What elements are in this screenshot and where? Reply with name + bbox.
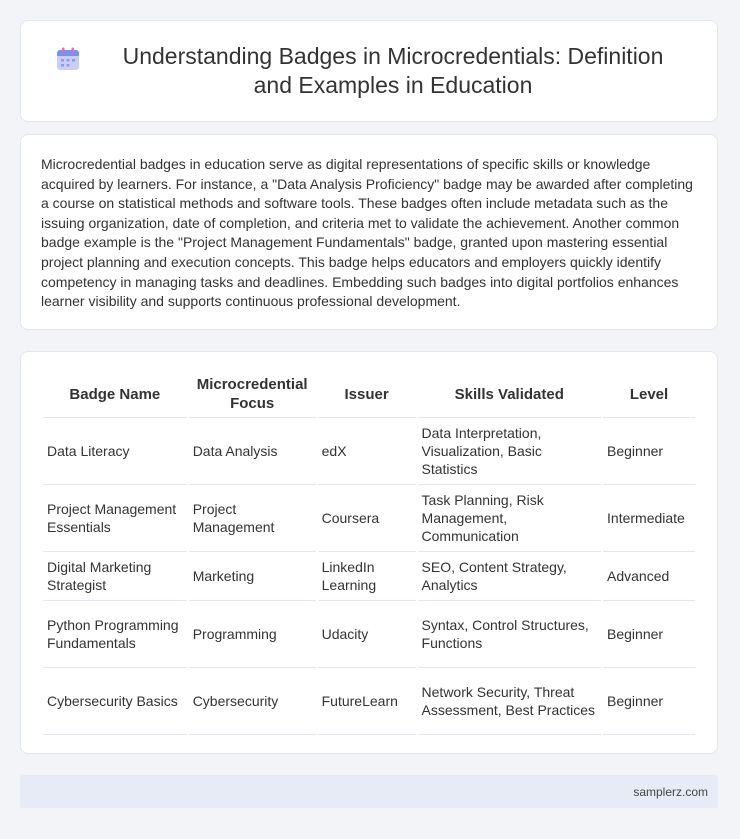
cell-level: Beginner: [603, 668, 695, 735]
column-header-focus: Microcredential Focus: [189, 371, 316, 418]
column-header-skills: Skills Validated: [418, 371, 601, 418]
table-row: [43, 485, 695, 552]
cell-focus: Marketing: [189, 552, 316, 601]
cell-focus: Project Management: [189, 485, 316, 552]
cell-focus: Data Analysis: [189, 418, 316, 485]
cell-issuer: FutureLearn: [318, 668, 416, 735]
cell-issuer: Udacity: [318, 601, 416, 668]
footer-site-link[interactable]: samplerz.com: [633, 784, 708, 799]
cell-level: Beginner: [603, 418, 695, 485]
column-header-badge-name: Badge Name: [43, 371, 187, 418]
title-wrap: [25, 42, 713, 100]
table-row: [43, 418, 695, 485]
column-header-level: Level: [603, 371, 695, 418]
intro-paragraph: Microcredential badges in education serve as digital representations of specific skills or knowledge acquired by learners. For instance, a "Data Analysis Proficiency" badge may be awarded after completing a course on statistical methods and software tools. These badges often include metadata such as the issuing organization, date of completion, and criteria met to validate the achievement. Another common badge example is the "Project Management Fundamentals" badge, granted upon mastering essential project planning and execution concepts. This badge helps educators and employers quickly identify competency in managing tasks and deadlines. Embedding such badges into digital portfolios enhances learner visibility and supports continuous professional development.: [41, 156, 693, 310]
cell-badge-name: Cybersecurity Basics: [43, 668, 187, 735]
cell-skills: Network Security, Threat Assessment, Best Practices: [418, 668, 601, 735]
cell-skills: Syntax, Control Structures, Functions: [418, 601, 601, 668]
table-row: [43, 601, 695, 668]
cell-badge-name: Python Programming Fundamentals: [43, 601, 187, 668]
table-header-row: [43, 371, 695, 418]
page-title: Understanding Badges in Microcredentials: Definition and Examples in Education: [122, 43, 664, 98]
column-header-issuer: Issuer: [318, 371, 416, 418]
cell-skills: SEO, Content Strategy, Analytics: [418, 552, 601, 601]
cell-focus: Cybersecurity: [189, 668, 316, 735]
footer: [20, 775, 718, 808]
cell-skills: Data Interpretation, Visualization, Basic Statistics: [418, 418, 601, 485]
table-row: [43, 552, 695, 601]
cell-badge-name: Data Literacy: [43, 418, 187, 485]
cell-level: Advanced: [603, 552, 695, 601]
table-row: [43, 668, 695, 735]
badges-table: [41, 371, 697, 735]
cell-focus: Programming: [189, 601, 316, 668]
intro-card: [20, 134, 718, 330]
cell-level: Intermediate: [603, 485, 695, 552]
cell-issuer: LinkedIn Learning: [318, 552, 416, 601]
cell-skills: Task Planning, Risk Management, Communication: [418, 485, 601, 552]
cell-level: Beginner: [603, 601, 695, 668]
cell-issuer: Coursera: [318, 485, 416, 552]
cell-badge-name: Project Management Essentials: [43, 485, 187, 552]
calendar-icon: [55, 46, 81, 72]
title-card: [20, 20, 718, 122]
cell-badge-name: Digital Marketing Strategist: [43, 552, 187, 601]
cell-issuer: edX: [318, 418, 416, 485]
table-card: [20, 351, 718, 754]
